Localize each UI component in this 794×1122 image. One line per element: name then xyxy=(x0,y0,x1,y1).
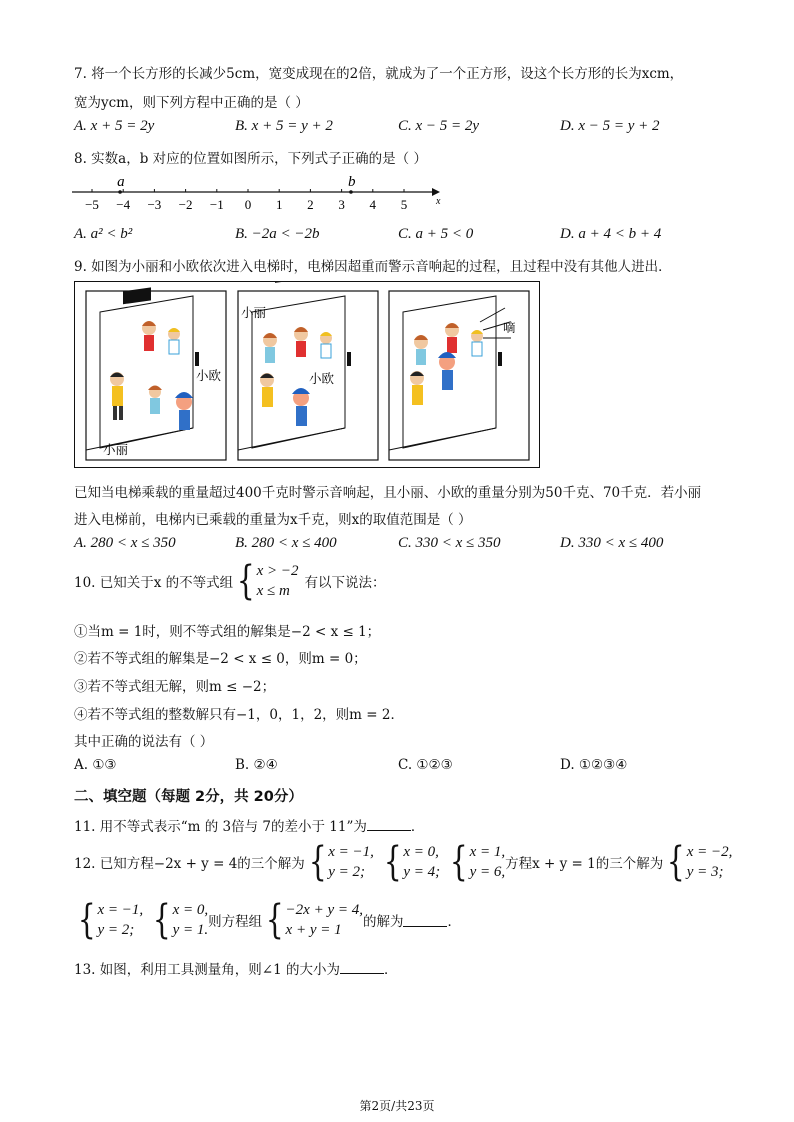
q10-option-c: C. ①②③ xyxy=(398,757,453,773)
q9-text1: 已知当电梯乘载的重量超过400千克时警示音响起，且小丽、小欧的重量分别为50千克、70千克．若小丽 xyxy=(74,485,702,501)
tick-label: 2 xyxy=(307,197,314,212)
tick-label: −5 xyxy=(85,197,99,212)
q8-option-b: B. −2a < −2b xyxy=(235,226,320,242)
q8-option-a: A. a² < b² xyxy=(74,226,133,242)
q7-option-b: B. x + 5 = y + 2 xyxy=(235,118,333,134)
brace-icon: { xyxy=(308,839,327,885)
q9-option-c: C. 330 < x ≤ 350 xyxy=(398,535,501,551)
tick-label: −2 xyxy=(178,197,193,212)
label-beep: 嘀 xyxy=(503,320,516,335)
point-label-a: a xyxy=(117,174,125,190)
q9-option-a: A. 280 < x ≤ 350 xyxy=(74,535,176,551)
axis-label-x: x xyxy=(436,196,441,207)
elevator-illustration xyxy=(74,281,540,468)
tick-label: −4 xyxy=(116,197,131,212)
q7-option-a: A. x + 5 = 2y xyxy=(74,118,155,134)
q10-statement-3: ③若不等式组无解，则m ≤ −2； xyxy=(74,679,276,695)
q12-post: 的解为 xyxy=(362,914,404,930)
q13-text: 13. 如图，利用工具测量角，则∠1 的大小为 xyxy=(74,962,340,978)
q7-option-c: C. x − 5 = 2y xyxy=(398,118,480,134)
number-line-figure xyxy=(70,170,450,220)
page-footer: 第2页/共23页 xyxy=(359,1099,435,1113)
q12-mid2: 则方程组 xyxy=(208,914,263,930)
q8-option-d: D. a + 4 < b + 4 xyxy=(560,226,662,242)
brace-icon: { xyxy=(449,839,468,885)
brace-icon: { xyxy=(383,839,402,885)
brace-icon: { xyxy=(667,839,685,885)
label-xiaoou-2: 小欧 xyxy=(309,371,335,386)
tick-label: 0 xyxy=(244,197,252,212)
tick-label: 5 xyxy=(400,197,408,212)
q10-stem-pre: 10. 已知关于x 的不等式组 xyxy=(74,575,234,591)
q9-option-d: D. 330 < x ≤ 400 xyxy=(560,535,664,551)
brace-icon: { xyxy=(236,558,255,604)
q9-text2: 进入电梯前，电梯内已乘载的重量为x千克，则x的取值范围是（ ） xyxy=(74,512,472,528)
tick-label: −3 xyxy=(147,197,162,212)
q12-line2: { x = −1, y = 2; { x = 0, y = 1. 则方程组 { −2x + y = 4, x + y = 1 的解为 ． xyxy=(77,897,461,943)
tick-label: 4 xyxy=(369,197,377,212)
q12-answer-blank xyxy=(403,914,447,927)
q13: 13. 如图，利用工具测量角，则∠1 的大小为 ． xyxy=(74,962,398,978)
elevator-panel-3 xyxy=(389,282,529,460)
point-label-b: b xyxy=(347,174,356,190)
number-line-arrow xyxy=(432,188,440,196)
q10-statement-1: ①当m = 1时，则不等式组的解集是−2 < x ≤ 1； xyxy=(74,624,381,640)
q10-stem xyxy=(74,558,386,604)
tick-label: 3 xyxy=(338,197,345,212)
q10-option-d: D. ①②③④ xyxy=(560,757,628,773)
brace-icon: { xyxy=(152,897,171,943)
q11: 11. 用不等式表示“m 的 3倍与 7的差小于 11”为 ． xyxy=(74,819,425,835)
q10-ask: 其中正确的说法有（ ） xyxy=(74,734,214,750)
q7-option-d: D. x − 5 = y + 2 xyxy=(560,118,660,134)
q9-stem: 9. 如图为小丽和小欧依次进入电梯时，电梯因超重而警示音响起的过程，且过程中没有其他人进出． xyxy=(74,259,672,275)
point-b xyxy=(349,190,353,194)
label-xiaoli-1: 小丽 xyxy=(103,442,129,457)
brace-icon: { xyxy=(77,897,96,943)
point-a xyxy=(118,190,122,194)
tick-label: −1 xyxy=(209,197,224,212)
tick-label: 1 xyxy=(275,197,283,212)
section-heading: 二、填空题（每题 2分，共 20分） xyxy=(74,789,303,805)
label-xiaoli-2: 小丽 xyxy=(241,305,267,320)
q10-statement-4: ④若不等式组的整数解只有−1，0，1，2，则m = 2． xyxy=(74,707,404,723)
q10-system: x > −2 x ≤ m xyxy=(256,563,299,599)
q13-answer-blank xyxy=(340,961,384,974)
q11-answer-blank xyxy=(367,818,411,831)
q8-option-c: C. a + 5 < 0 xyxy=(398,226,474,242)
q10-stem-post: 有以下说法： xyxy=(304,575,386,591)
brace-icon: { xyxy=(265,897,284,943)
label-xiaoou-1: 小欧 xyxy=(196,368,222,383)
q10-option-a: A. ①③ xyxy=(74,757,117,773)
q9-option-b: B. 280 < x ≤ 400 xyxy=(235,535,337,551)
q10-statement-2: ②若不等式组的解集是−2 < x ≤ 0，则m = 0； xyxy=(74,651,367,667)
q12-line1: 12. 已知方程−2x + y = 4的三个解为 { x = −1, y = 2; { x = 0, y = 4; { x = 1, y = 6, 方程x + y = 1的三个解为 { x = −2, y = 3; xyxy=(74,839,733,885)
q8-stem: 8. 实数a，b 对应的位置如图所示，下列式子正确的是（ ） xyxy=(74,151,427,167)
q10-option-b: B. ②④ xyxy=(235,757,278,773)
q7-line1: 7. 将一个长方形的长减少5cm，宽变成现在的2倍，就成为了一个正方形，设这个长方形的长为xcm， xyxy=(74,66,684,82)
q11-text: 11. 用不等式表示“m 的 3倍与 7的差小于 11”为 xyxy=(74,819,367,835)
q7-line2: 宽为ycm，则下列方程中正确的是（ ） xyxy=(74,95,309,111)
q12-pre: 12. 已知方程−2x + y = 4的三个解为 xyxy=(74,856,305,872)
q12-mid: 方程x + y = 1的三个解为 xyxy=(505,856,664,872)
